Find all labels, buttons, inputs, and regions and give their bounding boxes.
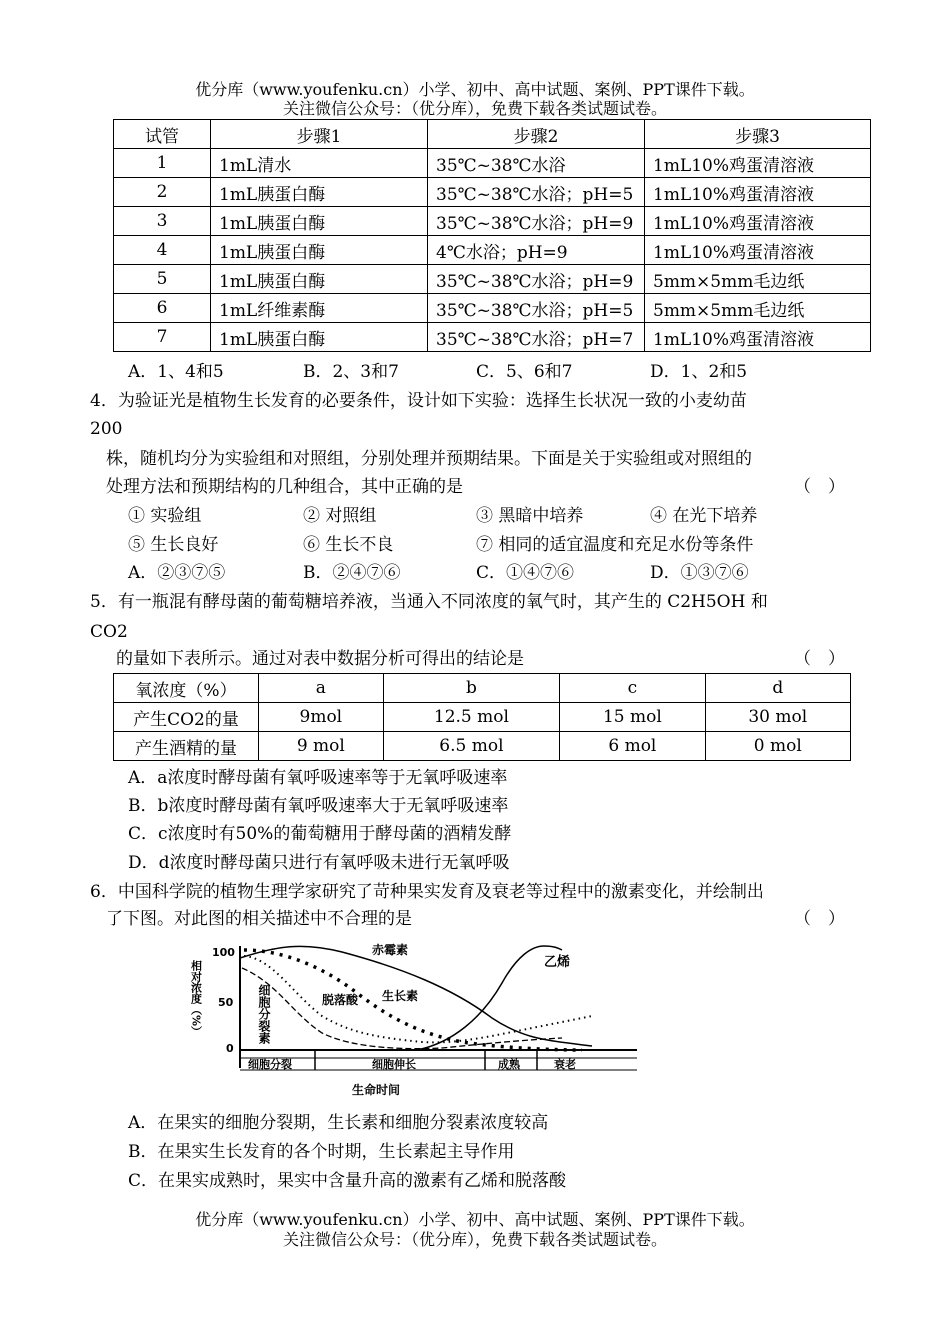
q4-option-a: A．②③⑦⑤ xyxy=(128,563,226,583)
table-cell: 9 mol xyxy=(259,732,384,761)
stage-label: 细胞分裂 xyxy=(248,1058,292,1071)
q5-option-b: B．b浓度时酵母菌有氧呼吸速率大于无氧呼吸速率 xyxy=(128,796,509,816)
table-cell: 4 xyxy=(114,236,211,265)
stage-label: 细胞伸长 xyxy=(372,1058,416,1071)
y-axis-label: 相对浓度（%） xyxy=(189,960,203,1038)
table-row xyxy=(114,732,851,761)
cytokinin-curve xyxy=(242,968,562,1049)
q6-stem-line-1: 6．中国科学院的植物生理学家研究了苛种果实发育及衰老等过程中的激素变化，并绘制出 xyxy=(90,882,764,902)
q6-answer-bracket: （ ） xyxy=(794,909,845,929)
table-cell: 35℃~38℃水浴；pH=7 xyxy=(428,323,645,352)
table-header-cell: 步骤3 xyxy=(645,120,871,149)
y-tick-50: 50 xyxy=(218,996,234,1009)
curve-label-gibberellin: 赤霉素 xyxy=(372,943,409,957)
q4-item: ⑦ 相同的适宜温度和充足水份等条件 xyxy=(476,535,754,555)
curve-label-abscisic-acid: 脱落酸 xyxy=(322,993,359,1007)
table-cell: 35℃~38℃水浴；pH=5 xyxy=(428,178,645,207)
table-cell: 1mL10%鸡蛋清溶液 xyxy=(645,178,871,207)
q4-answer-bracket: （ ） xyxy=(794,477,845,497)
table-cell: 35℃~38℃水浴 xyxy=(428,149,645,178)
footer-line-1: 优分库（www.youfenku.cn）小学、初中、高中试题、案例、PPT课件下载。 xyxy=(195,1210,755,1229)
oxygen-concentration-table xyxy=(113,673,851,761)
q5-stem-line-1: 5．有一瓶混有酵母菌的葡萄糖培养液，当通入不同浓度的氧气时，其产生的 C2H5OH 和 xyxy=(90,592,768,612)
y-tick-0: 0 xyxy=(226,1042,234,1055)
q5-option-a: A．a浓度时酵母菌有氧呼吸速率等于无氧呼吸速率 xyxy=(128,768,508,788)
table-header-cell: d xyxy=(705,674,850,703)
q3-option-c: C．5、6和7 xyxy=(476,362,573,382)
stage-label: 成熟 xyxy=(498,1058,520,1071)
table-cell: 产生CO2的量 xyxy=(114,703,259,732)
q4-stem-line-2: 株，随机均分为实验组和对照组，分别处理并预期结果。下面是关于实验组或对照组的 xyxy=(106,449,752,469)
table-cell: 1mL10%鸡蛋清溶液 xyxy=(645,207,871,236)
table-cell: 6 mol xyxy=(560,732,705,761)
q4-stem-line-3: 处理方法和预期结构的几种组合，其中正确的是 xyxy=(106,477,463,497)
q4-stem-line-1b: 200 xyxy=(90,419,123,439)
table-cell: 35℃~38℃水浴；pH=9 xyxy=(428,207,645,236)
curve-label-auxin: 生长素 xyxy=(382,989,419,1003)
header-line-1: 优分库（www.youfenku.cn）小学、初中、高中试题、案例、PPT课件下载。 xyxy=(195,80,755,99)
x-axis-label: 生命时间 xyxy=(352,1083,401,1097)
table-cell: 35℃~38℃水浴；pH=9 xyxy=(428,265,645,294)
table-header-cell: a xyxy=(259,674,384,703)
table-cell: 1mL胰蛋白酶 xyxy=(211,178,428,207)
table-cell: 5mm×5mm毛边纸 xyxy=(645,265,871,294)
table-cell: 4℃水浴；pH=9 xyxy=(428,236,645,265)
table-cell: 1mL胰蛋白酶 xyxy=(211,207,428,236)
table-header-cell: 试管 xyxy=(114,120,211,149)
hormone-curve-figure xyxy=(182,938,642,1098)
q4-option-c: C．①④⑦⑥ xyxy=(476,563,575,583)
q5-stem-line-2: 的量如下表所示。通过对表中数据分析可得出的结论是 xyxy=(116,649,524,669)
table-cell: 1mL胰蛋白酶 xyxy=(211,265,428,294)
enzyme-experiment-table xyxy=(113,119,871,352)
q4-item: ① 实验组 xyxy=(128,506,202,526)
q6-option-c: C．在果实成熟时，果实中含量升高的激素有乙烯和脱落酸 xyxy=(128,1171,567,1191)
q3-option-a: A．1、4和5 xyxy=(128,362,224,382)
q4-item: ③ 黑暗中培养 xyxy=(476,506,584,526)
header-line-2: 关注微信公众号：（优分库），免费下载各类试题试卷。 xyxy=(282,99,667,118)
table-cell: 1mL胰蛋白酶 xyxy=(211,323,428,352)
q4-item: ④ 在光下培养 xyxy=(650,506,758,526)
table-cell: 3 xyxy=(114,207,211,236)
curve-label-ethylene: 乙烯 xyxy=(544,955,571,970)
table-row xyxy=(114,207,871,236)
q5-option-c: C．c浓度时有50%的葡萄糖用于酵母菌的酒精发酵 xyxy=(128,824,512,844)
q4-item: ⑤ 生长良好 xyxy=(128,535,219,555)
table-cell: 1mL胰蛋白酶 xyxy=(211,236,428,265)
table-cell: 6 xyxy=(114,294,211,323)
table-header-cell: b xyxy=(383,674,560,703)
q4-option-d: D．①③⑦⑥ xyxy=(650,563,749,583)
table-row xyxy=(114,178,871,207)
table-cell: 9mol xyxy=(259,703,384,732)
q4-item: ② 对照组 xyxy=(303,506,377,526)
table-cell: 7 xyxy=(114,323,211,352)
table-row xyxy=(114,703,851,732)
table-header-cell: 氧浓度（%） xyxy=(114,674,259,703)
table-cell: 15 mol xyxy=(560,703,705,732)
table-header-cell: c xyxy=(560,674,705,703)
table-cell: 1mL10%鸡蛋清溶液 xyxy=(645,323,871,352)
y-tick-100: 100 xyxy=(212,946,235,959)
ethylene-curve xyxy=(417,946,562,1050)
q5-stem-line-1b: CO2 xyxy=(90,622,128,642)
q6-option-a: A．在果实的细胞分裂期，生长素和细胞分裂素浓度较高 xyxy=(128,1113,549,1133)
table-row xyxy=(114,265,871,294)
q5-option-d: D．d浓度时酵母菌只进行有氧呼吸未进行无氧呼吸 xyxy=(128,853,510,873)
table-row xyxy=(114,149,871,178)
table-cell: 6.5 mol xyxy=(383,732,560,761)
q4-option-b: B．②④⑦⑥ xyxy=(303,563,401,583)
q4-item: ⑥ 生长不良 xyxy=(303,535,394,555)
table-cell: 1 xyxy=(114,149,211,178)
curve-label-cytokinin: 细胞分裂素 xyxy=(257,984,271,1044)
table-cell: 产生酒精的量 xyxy=(114,732,259,761)
table-header-row xyxy=(114,120,871,149)
footer-line-2: 关注微信公众号：（优分库），免费下载各类试题试卷。 xyxy=(282,1230,667,1249)
table-cell: 1mL10%鸡蛋清溶液 xyxy=(645,149,871,178)
table-cell: 35℃~38℃水浴；pH=5 xyxy=(428,294,645,323)
table-cell: 1mL10%鸡蛋清溶液 xyxy=(645,236,871,265)
q6-stem-line-2: 了下图。对此图的相关描述中不合理的是 xyxy=(106,909,412,929)
table-cell: 12.5 mol xyxy=(383,703,560,732)
table-cell: 0 mol xyxy=(705,732,850,761)
table-row xyxy=(114,236,871,265)
q3-option-d: D．1、2和5 xyxy=(650,362,748,382)
table-cell: 30 mol xyxy=(705,703,850,732)
table-cell: 5mm×5mm毛边纸 xyxy=(645,294,871,323)
table-cell: 5 xyxy=(114,265,211,294)
table-cell: 1mL纤维素酶 xyxy=(211,294,428,323)
q3-option-b: B．2、3和7 xyxy=(303,362,399,382)
table-row xyxy=(114,323,871,352)
table-cell: 2 xyxy=(114,178,211,207)
table-cell: 1mL清水 xyxy=(211,149,428,178)
table-header-cell: 步骤2 xyxy=(428,120,645,149)
table-header-row xyxy=(114,674,851,703)
q5-answer-bracket: （ ） xyxy=(794,649,845,669)
stage-label: 衰老 xyxy=(554,1058,576,1071)
q4-stem-line-1: 4．为验证光是植物生长发育的必要条件，设计如下实验：选择生长状况一致的小麦幼苗 xyxy=(90,391,747,411)
table-row xyxy=(114,294,871,323)
table-header-cell: 步骤1 xyxy=(211,120,428,149)
q6-option-b: B．在果实生长发育的各个时期，生长素起主导作用 xyxy=(128,1142,515,1162)
